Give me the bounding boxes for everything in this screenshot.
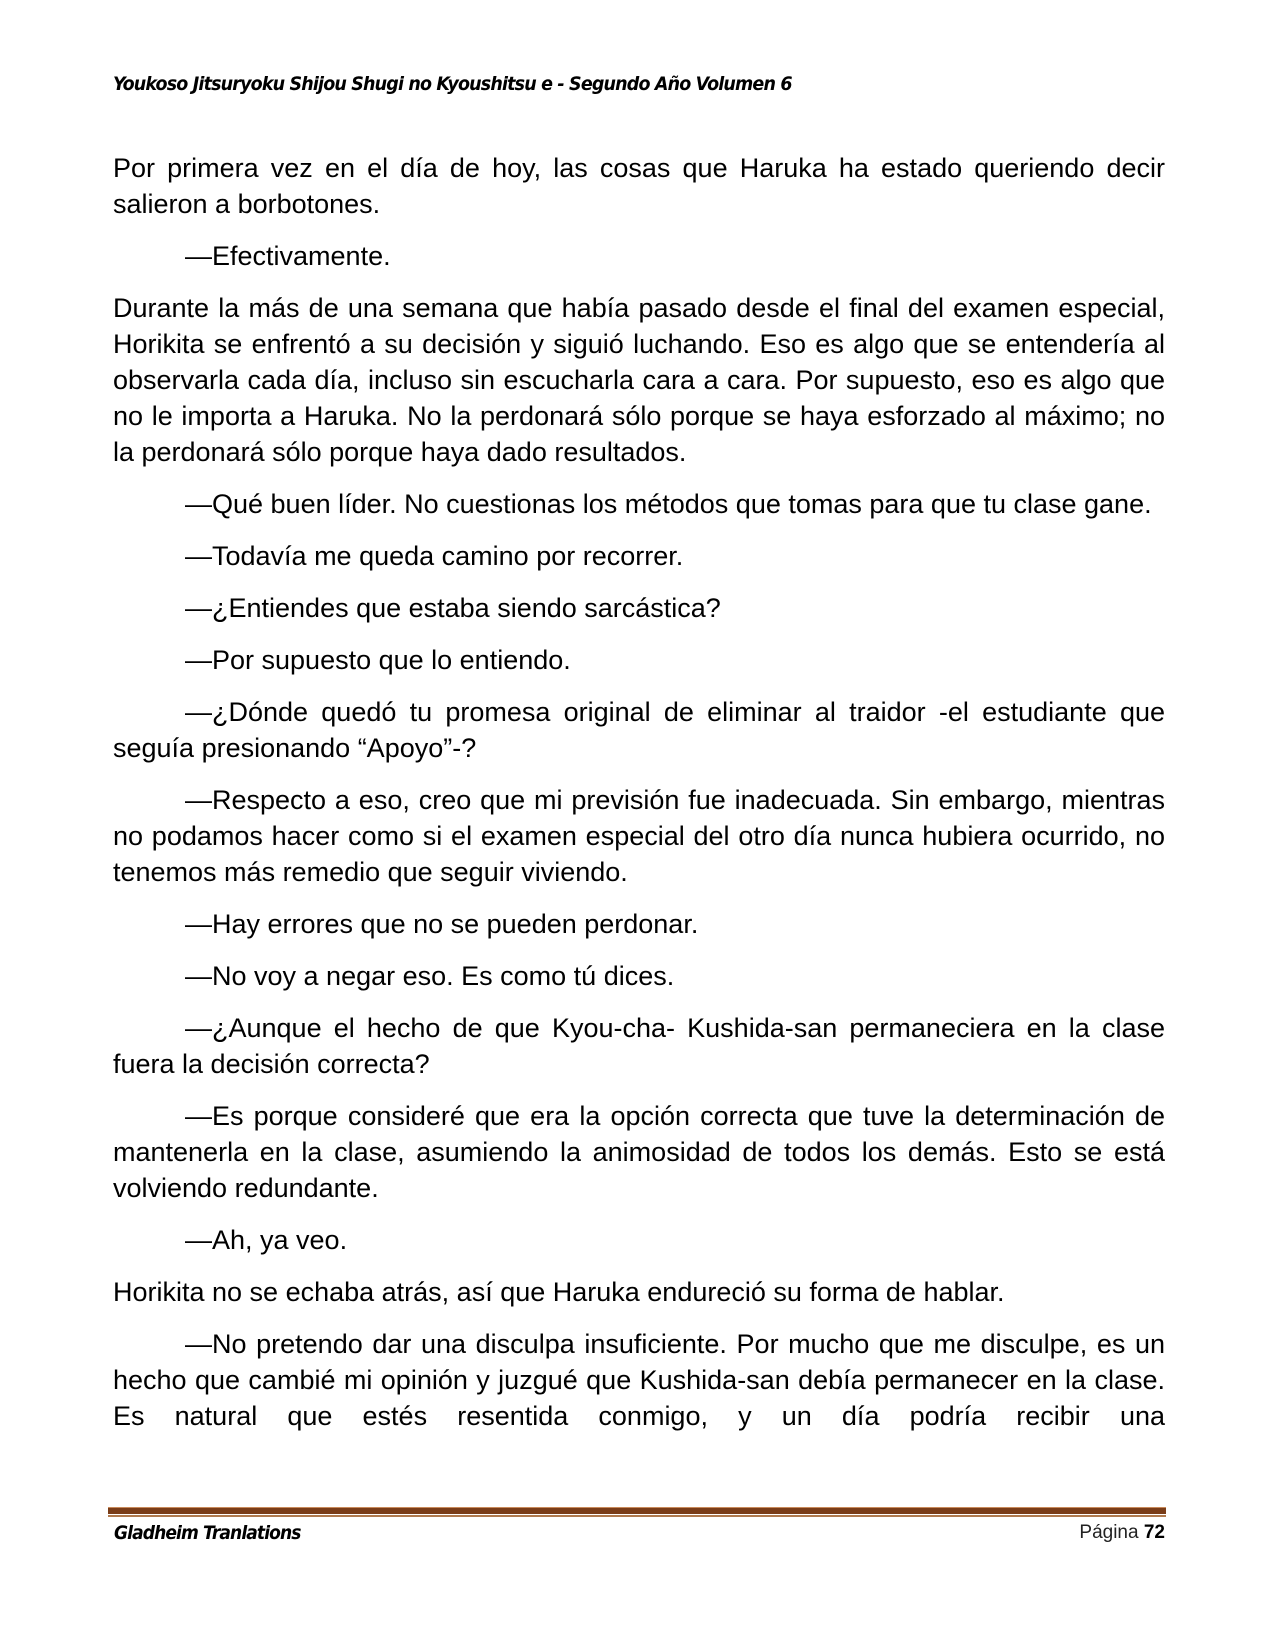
dialogue-line: —No voy a negar eso. Es como tú dices. [185, 961, 675, 991]
dialogue-line: —Por supuesto que lo entiendo. [185, 645, 571, 675]
body-text [113, 150, 1165, 1450]
paragraph: Horikita no se echaba atrás, así que Haruka endureció su forma de hablar. [113, 1277, 1005, 1307]
page-number-label [1079, 1522, 1165, 1544]
footer-divider-band [108, 1507, 1166, 1514]
footer-divider-thin-line [108, 1515, 1166, 1517]
paragraph: Por primera vez en el día de hoy, las cosas que Haruka ha estado queriendo decir salieron a borbotones. [113, 153, 1165, 219]
page-number: 72 [1143, 1522, 1165, 1543]
dialogue-line: —No pretendo dar una disculpa insuficiente. Por mucho que me disculpe, es un hecho que cambié mi opinión y juzgué que Kushida-san debía permanecer en la clase. Es natural que estés resentida conmigo, y un día podría recibir una [113, 1329, 1165, 1431]
paragraph: Durante la más de una semana que había pasado desde el final del examen especial, Horikita se enfrentó a su decisión y siguió luchando. Eso es algo que se entendería al observarla cada día, incluso sin escucharla cara a cara. Por supuesto, eso es algo que no le importa a Haruka. No la perdonará sólo porque se haya esforzado al máximo; no la perdonará sólo porque haya dado resultados. [113, 293, 1165, 467]
dialogue-line: —Hay errores que no se pueden perdonar. [185, 909, 699, 939]
dialogue-line: —Efectivamente. [185, 241, 391, 271]
dialogue-line: —Respecto a eso, creo que mi previsión fue inadecuada. Sin embargo, mientras no podamos hacer como si el examen especial del otro día nunca hubiera ocurrido, no tenemos más remedio que seguir viviendo. [113, 785, 1165, 887]
footer-publisher: Gladheim Tranlations [114, 1522, 301, 1544]
dialogue-line: —¿Dónde quedó tu promesa original de eliminar al traidor -el estudiante que seguía presionando “Apoyo”-? [113, 697, 1165, 763]
dialogue-line: —Ah, ya veo. [185, 1225, 348, 1255]
dialogue-line: —¿Aunque el hecho de que Kyou-cha- Kushida-san permaneciera en la clase fuera la decisión correcta? [113, 1013, 1165, 1079]
dialogue-line: —Qué buen líder. No cuestionas los métodos que tomas para que tu clase gane. [185, 489, 1152, 519]
dialogue-line: —Todavía me queda camino por recorrer. [185, 541, 684, 571]
page-label: Página [1079, 1522, 1139, 1543]
footer-divider [108, 1507, 1166, 1517]
dialogue-line: —¿Entiendes que estaba siendo sarcástica? [185, 593, 721, 623]
dialogue-line: —Es porque consideré que era la opción correcta que tuve la determinación de mantenerla en la clase, asumiendo la animosidad de todos los demás. Esto se está volviendo redundante. [113, 1101, 1165, 1203]
running-header-title: Youkoso Jitsuryoku Shijou Shugi no Kyoushitsu e - Segundo Año Volumen 6 [113, 73, 792, 95]
